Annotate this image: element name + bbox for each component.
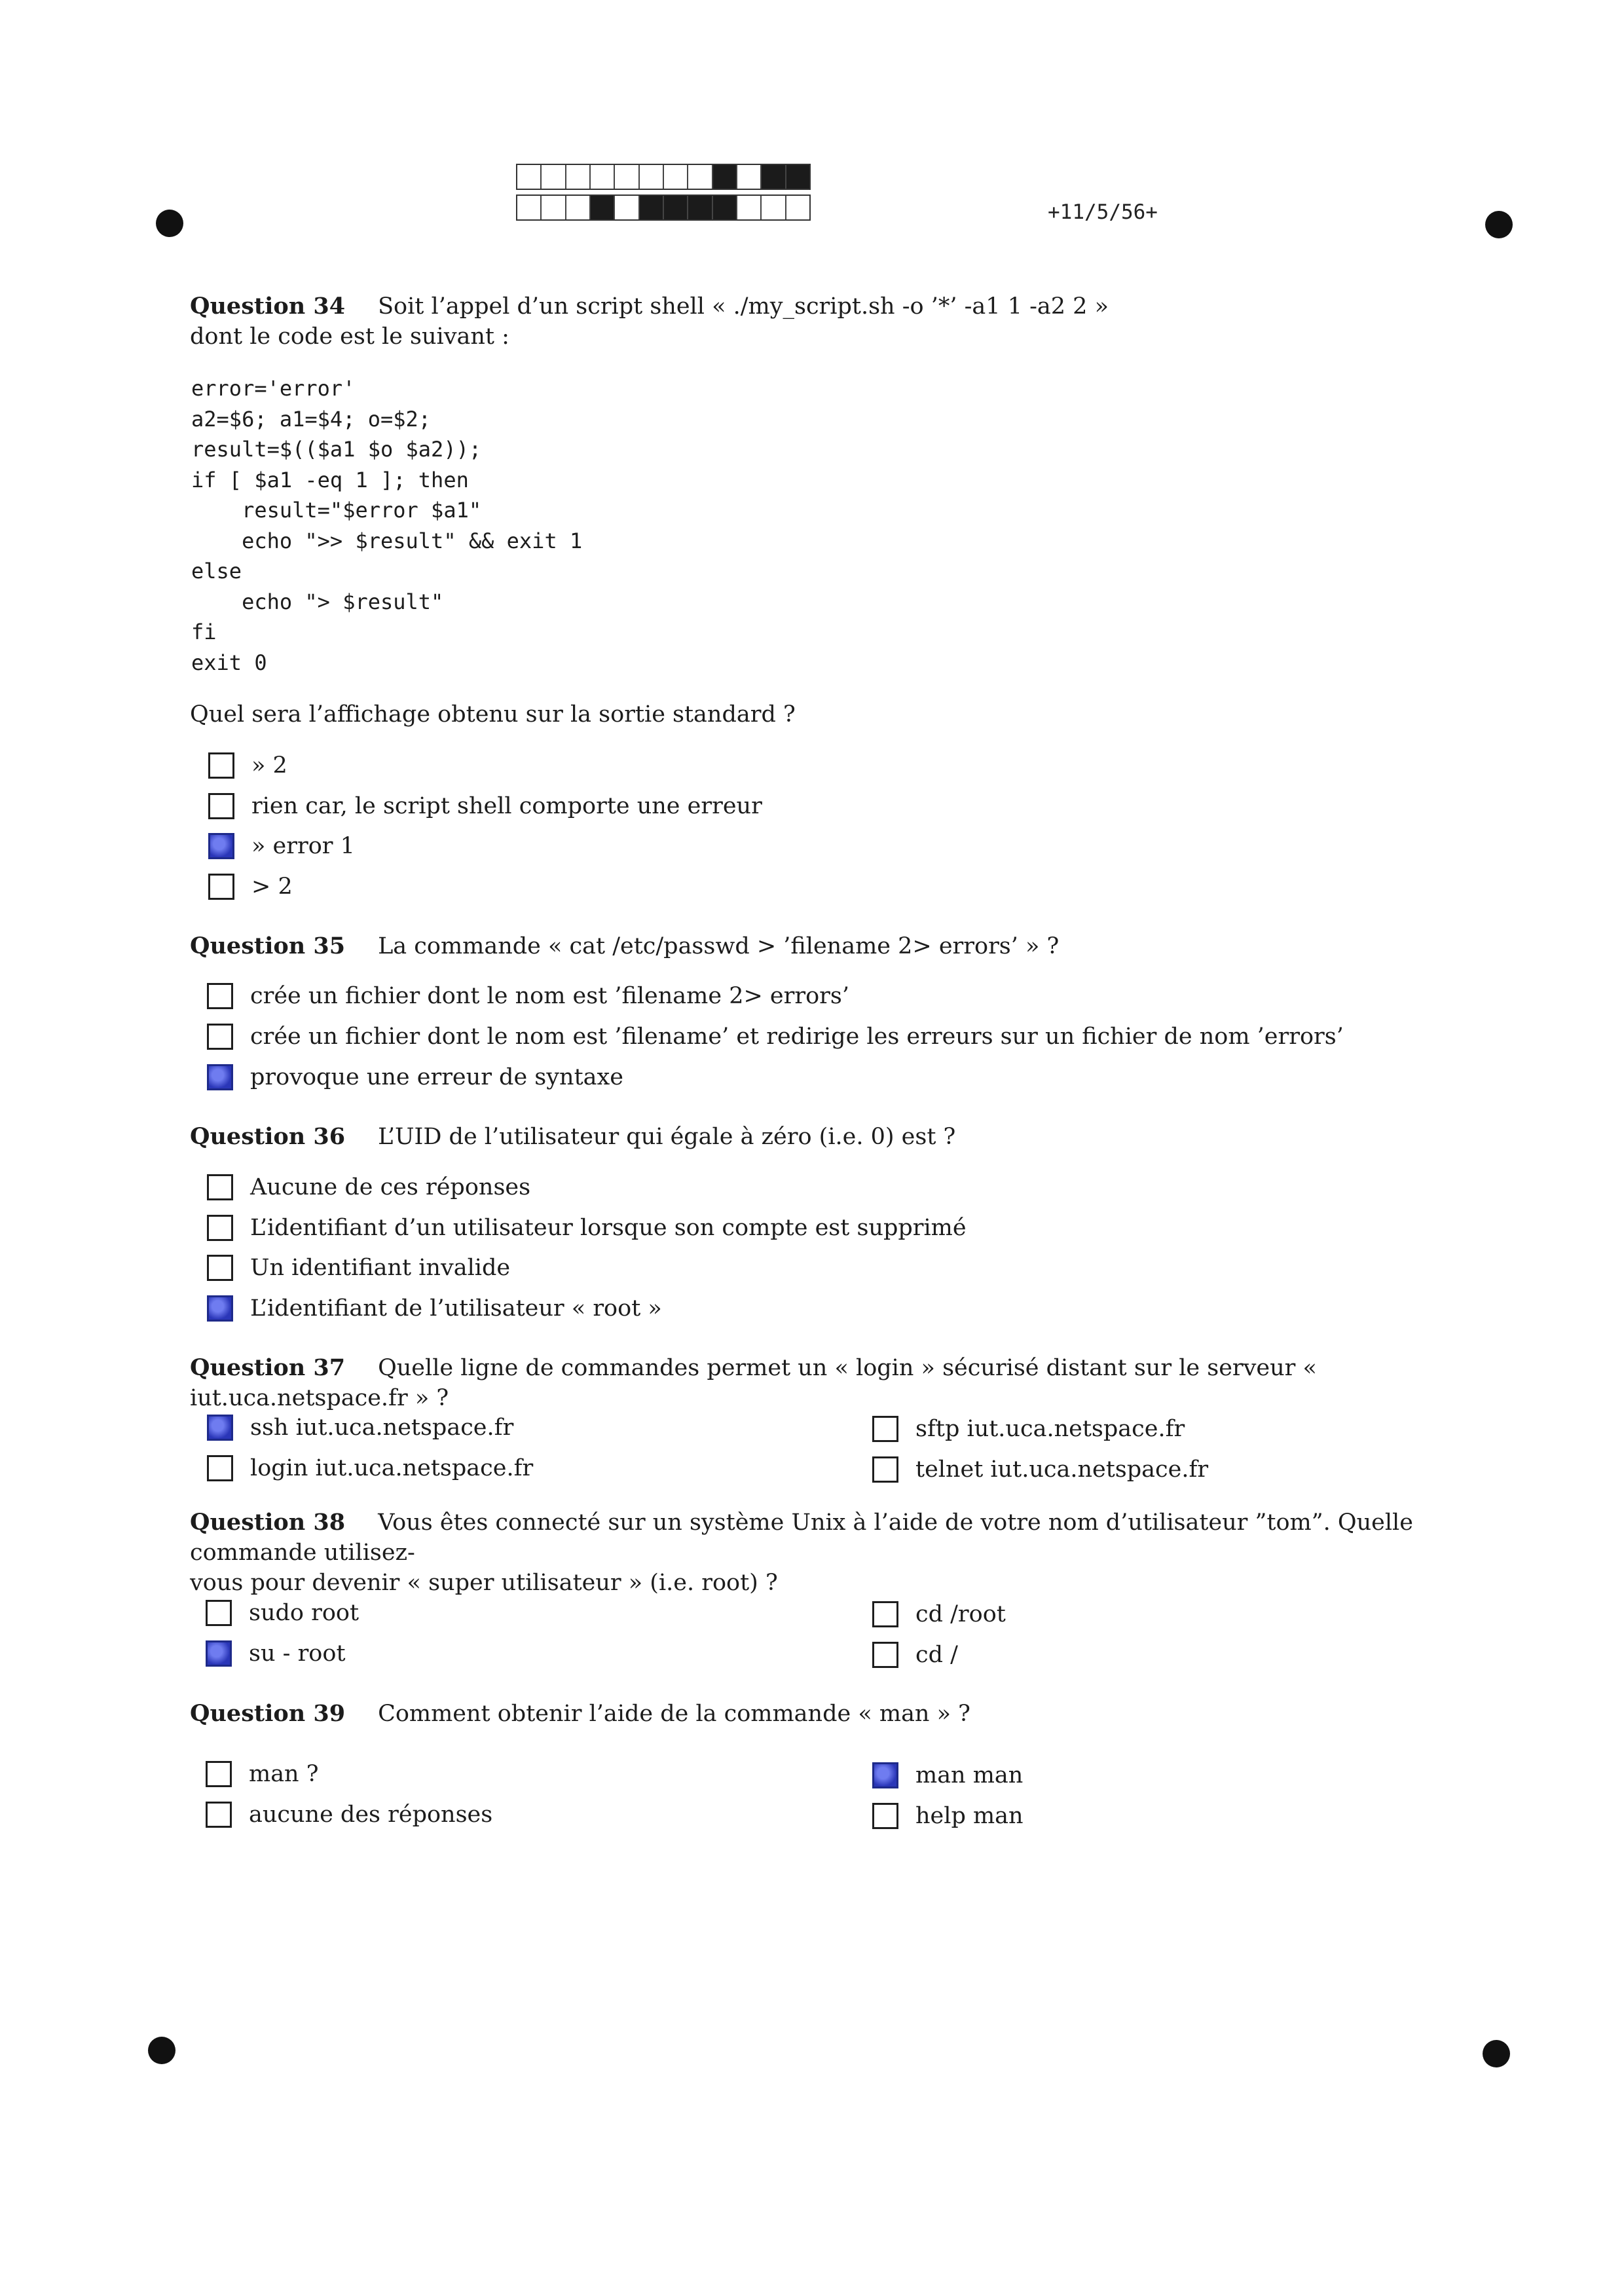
option-label: sftp iut.uca.netspace.fr (915, 1416, 1185, 1442)
checkbox[interactable] (208, 874, 234, 900)
q37-option-2[interactable] (207, 1453, 533, 1483)
q35-option-3[interactable] (207, 1062, 623, 1092)
question-text: Soit l’appel d’un script shell « ./my_script.sh -o ’*’ -a1 1 -a2 2 » (378, 293, 1109, 320)
q39-option-3[interactable] (872, 1760, 1023, 1790)
checkbox[interactable] (207, 1295, 233, 1322)
checkbox[interactable] (207, 1064, 233, 1090)
question-39-title (190, 1699, 1500, 1729)
q39-option-2[interactable] (206, 1800, 492, 1830)
q36-option-3[interactable] (207, 1253, 510, 1283)
barcode-cell (591, 165, 615, 189)
question-37-title (190, 1353, 1500, 1413)
question-34-prompt: Quel sera l’affichage obtenu sur la sortie standard ? (190, 701, 796, 728)
question-text-continued: dont le code est le suivant : (190, 324, 509, 350)
checkbox[interactable] (208, 793, 234, 819)
option-label: crée un fichier dont le nom est ’filename’ et redirige les erreurs sur un fichier de nom ’errors’ (250, 1024, 1344, 1050)
question-text: Vous êtes connecté sur un système Unix à l’aide de votre nom d’utilisateur ”tom”. Quelle commande utilisez- (190, 1509, 1413, 1566)
q37-option-1[interactable] (207, 1413, 513, 1443)
q37-option-4[interactable] (872, 1454, 1208, 1485)
barcode-cell (517, 196, 542, 219)
q34-option-3[interactable] (208, 831, 355, 861)
option-label: ssh iut.uca.netspace.fr (250, 1415, 514, 1441)
barcode-cell (737, 196, 762, 219)
barcode-cell (713, 165, 737, 189)
option-label: Un identifiant invalide (250, 1255, 511, 1281)
barcode-cell (566, 196, 591, 219)
code-line: echo "> $result" (191, 589, 444, 614)
question-text: La commande « cat /etc/passwd > ’filename 2> errors’ » ? (378, 933, 1060, 959)
barcode-cell (688, 165, 712, 189)
code-block (191, 373, 582, 678)
question-label: Question 37 (190, 1354, 346, 1381)
barcode-cell (517, 165, 542, 189)
barcode-cell (713, 196, 737, 219)
registration-mark-top-right (1485, 211, 1513, 238)
q34-option-2[interactable] (208, 791, 762, 821)
barcode-cell (640, 196, 664, 219)
question-label: Question 36 (190, 1123, 346, 1150)
option-label: man ? (249, 1761, 319, 1787)
option-label: help man (915, 1803, 1024, 1829)
barcode-cell (542, 165, 566, 189)
option-label: cd / (915, 1642, 958, 1668)
q38-option-1[interactable] (206, 1598, 359, 1628)
barcode-cell (737, 165, 762, 189)
checkbox[interactable] (208, 833, 234, 859)
checkbox[interactable] (207, 1024, 233, 1050)
barcode-cell (566, 165, 591, 189)
option-label: aucune des réponses (249, 1802, 493, 1828)
q36-option-2[interactable] (207, 1213, 967, 1243)
option-label: cd /root (915, 1601, 1006, 1627)
barcode-cell (786, 165, 809, 189)
q38-option-3[interactable] (872, 1599, 1006, 1629)
barcode-cell (688, 196, 712, 219)
question-text: L’UID de l’utilisateur qui égale à zéro (i.e. 0) est ? (378, 1124, 956, 1150)
code-line: echo ">> $result" && exit 1 (191, 528, 583, 553)
q38-option-2[interactable] (206, 1639, 346, 1669)
q35-option-2[interactable] (207, 1022, 1344, 1052)
option-label: sudo root (249, 1600, 360, 1626)
option-label: crée un fichier dont le nom est ’filename 2> errors’ (250, 983, 849, 1009)
checkbox[interactable] (207, 1174, 233, 1200)
barcode-row-2 (516, 194, 811, 221)
checkbox[interactable] (872, 1601, 898, 1627)
checkbox[interactable] (872, 1803, 898, 1829)
checkbox[interactable] (207, 1415, 233, 1441)
question-text-continued: vous pour devenir « super utilisateur » (i.e. root) ? (190, 1570, 778, 1596)
q37-option-3[interactable] (872, 1414, 1185, 1444)
question-label: Question 39 (190, 1700, 346, 1727)
q36-option-1[interactable] (207, 1172, 530, 1202)
checkbox[interactable] (207, 1455, 233, 1481)
barcode-cell (762, 196, 786, 219)
registration-mark-bottom-left (148, 2037, 175, 2064)
checkbox[interactable] (206, 1802, 232, 1828)
checkbox[interactable] (872, 1642, 898, 1668)
question-35-title (190, 931, 1500, 961)
q36-option-4[interactable] (207, 1293, 662, 1324)
barcode-cell (786, 196, 809, 219)
option-label: login iut.uca.netspace.fr (250, 1455, 534, 1481)
question-label: Question 38 (190, 1509, 346, 1536)
option-label: Aucune de ces réponses (250, 1174, 531, 1200)
code-line: error='error' (191, 376, 356, 401)
barcode-cell (615, 165, 639, 189)
q34-option-1[interactable] (208, 750, 287, 781)
option-label: rien car, le script shell comporte une erreur (251, 793, 762, 819)
question-text: Comment obtenir l’aide de la commande « man » ? (378, 1701, 970, 1727)
checkbox[interactable] (208, 752, 234, 779)
question-34-title (190, 291, 1500, 352)
q38-option-4[interactable] (872, 1640, 958, 1670)
question-36-title (190, 1122, 1500, 1152)
checkbox[interactable] (207, 1255, 233, 1281)
code-line: else (191, 559, 242, 583)
barcode-cell (591, 196, 615, 219)
sheet-id: +11/5/56+ (1048, 200, 1158, 224)
barcode-cell (615, 196, 639, 219)
checkbox[interactable] (206, 1640, 232, 1667)
barcode-row-1 (516, 164, 811, 190)
option-label: L’identifiant d’un utilisateur lorsque son compte est supprimé (250, 1215, 967, 1241)
code-line: result=$(($a1 $o $a2)); (191, 437, 482, 462)
option-label: » error 1 (251, 833, 355, 859)
barcode-cell (664, 196, 688, 219)
q39-option-1[interactable] (206, 1759, 319, 1789)
registration-mark-bottom-right (1483, 2040, 1510, 2067)
barcode-cell (762, 165, 786, 189)
code-line: result="$error $a1" (191, 498, 482, 523)
option-label: provoque une erreur de syntaxe (250, 1064, 623, 1090)
code-line: a2=$6; a1=$4; o=$2; (191, 406, 432, 432)
question-label: Question 34 (190, 293, 346, 320)
barcode-cell (542, 196, 566, 219)
registration-mark-top-left (156, 210, 183, 237)
code-line: fi (191, 620, 217, 644)
q39-option-4[interactable] (872, 1801, 1024, 1831)
option-label: » 2 (251, 752, 287, 779)
option-label: man man (915, 1762, 1024, 1788)
checkbox[interactable] (206, 1600, 232, 1626)
question-text: Quelle ligne de commandes permet un « login » sécurisé distant sur le serveur « iut.uca.netspace.fr » ? (190, 1355, 1317, 1411)
checkbox[interactable] (207, 1215, 233, 1241)
q34-option-4[interactable] (208, 872, 293, 902)
code-line: if [ $a1 -eq 1 ]; then (191, 467, 469, 492)
question-38-title (190, 1508, 1500, 1598)
code-line: exit 0 (191, 650, 267, 675)
checkbox[interactable] (872, 1762, 898, 1788)
option-label: L’identifiant de l’utilisateur « root » (250, 1295, 662, 1322)
checkbox[interactable] (872, 1456, 898, 1483)
checkbox[interactable] (207, 983, 233, 1009)
option-label: su - root (249, 1640, 346, 1667)
barcode-cell (640, 165, 664, 189)
checkbox[interactable] (872, 1416, 898, 1442)
q35-option-1[interactable] (207, 981, 849, 1011)
option-label: telnet iut.uca.netspace.fr (915, 1456, 1209, 1483)
barcode-cell (664, 165, 688, 189)
option-label: > 2 (251, 874, 293, 900)
question-label: Question 35 (190, 933, 346, 959)
checkbox[interactable] (206, 1761, 232, 1787)
